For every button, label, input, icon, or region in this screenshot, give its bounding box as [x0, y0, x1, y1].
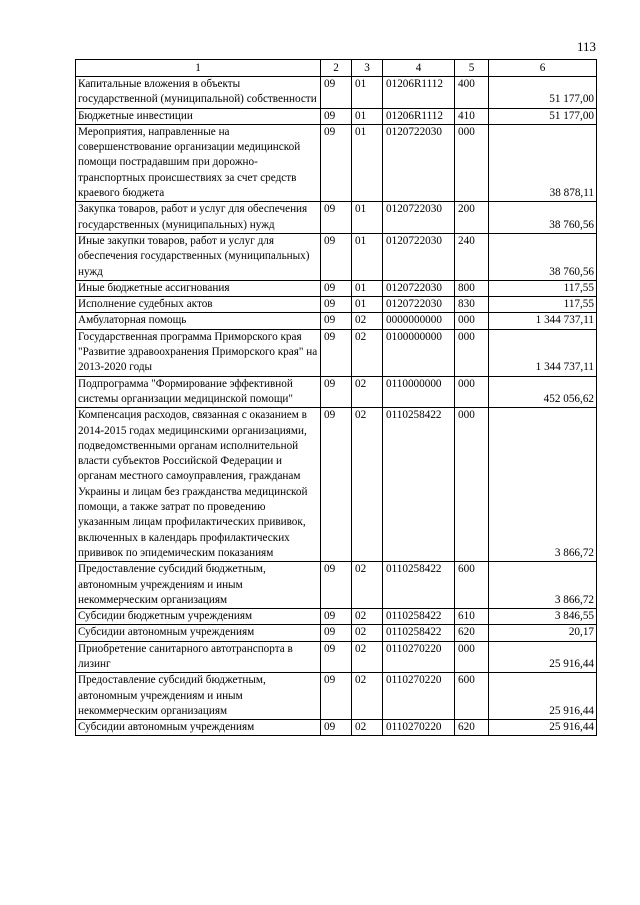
row-target-article: 0120722030 [383, 202, 455, 234]
row-section: 09 [321, 297, 352, 313]
row-section: 09 [321, 376, 352, 408]
table-row [76, 408, 597, 562]
row-name: Исполнение судебных актов [76, 297, 321, 313]
table-body [76, 77, 597, 736]
row-name: Предоставление субсидий бюджетным, автономным учреждениям и иным некоммерческим организациям [76, 562, 321, 609]
header-cell: 1 [76, 60, 321, 77]
table-row [76, 673, 597, 720]
row-target-article: 01206R1112 [383, 108, 455, 124]
table-row [76, 609, 597, 625]
row-amount: 51 177,00 [489, 77, 597, 109]
row-name: Иные закупки товаров, работ и услуг для обеспечения государственных (муниципальных) нужд [76, 233, 321, 280]
row-amount: 25 916,44 [489, 673, 597, 720]
row-target-article: 0100000000 [383, 329, 455, 376]
row-amount: 3 846,55 [489, 609, 597, 625]
row-expense-type: 000 [455, 408, 489, 562]
row-target-article: 0120722030 [383, 233, 455, 280]
row-target-article: 0110258422 [383, 609, 455, 625]
row-subsection: 01 [352, 202, 383, 234]
row-expense-type: 410 [455, 108, 489, 124]
row-amount: 20,17 [489, 625, 597, 641]
header-row [76, 60, 597, 77]
row-section: 09 [321, 124, 352, 201]
row-name: Мероприятия, направленные на совершенствование организации медицинской помощи пострадавшим при дорожно-транспортных происшествиях за счет средств краевого бюджета [76, 124, 321, 201]
row-amount: 1 344 737,11 [489, 313, 597, 329]
row-expense-type: 600 [455, 562, 489, 609]
header-cell: 2 [321, 60, 352, 77]
row-subsection: 01 [352, 297, 383, 313]
row-expense-type: 620 [455, 625, 489, 641]
row-section: 09 [321, 641, 352, 673]
row-section: 09 [321, 562, 352, 609]
row-amount: 51 177,00 [489, 108, 597, 124]
row-subsection: 02 [352, 408, 383, 562]
row-name: Государственная программа Приморского края "Развитие здравоохранения Приморского края" на 2013-2020 годы [76, 329, 321, 376]
row-target-article: 0110000000 [383, 376, 455, 408]
table-row [76, 641, 597, 673]
row-subsection: 02 [352, 641, 383, 673]
row-expense-type: 620 [455, 720, 489, 736]
budget-table [75, 59, 597, 736]
table-row [76, 233, 597, 280]
row-subsection: 01 [352, 233, 383, 280]
row-section: 09 [321, 202, 352, 234]
row-amount: 3 866,72 [489, 408, 597, 562]
row-expense-type: 000 [455, 313, 489, 329]
row-target-article: 0110258422 [383, 562, 455, 609]
row-target-article: 0110270220 [383, 641, 455, 673]
row-section: 09 [321, 625, 352, 641]
row-target-article: 01206R1112 [383, 77, 455, 109]
row-expense-type: 000 [455, 329, 489, 376]
row-target-article: 0120722030 [383, 297, 455, 313]
header-cell: 5 [455, 60, 489, 77]
row-section: 09 [321, 77, 352, 109]
header-cell: 3 [352, 60, 383, 77]
row-expense-type: 200 [455, 202, 489, 234]
row-amount: 38 760,56 [489, 202, 597, 234]
row-section: 09 [321, 720, 352, 736]
row-target-article: 0000000000 [383, 313, 455, 329]
row-subsection: 02 [352, 376, 383, 408]
row-expense-type: 800 [455, 280, 489, 296]
row-amount: 117,55 [489, 297, 597, 313]
row-name: Амбулаторная помощь [76, 313, 321, 329]
row-section: 09 [321, 313, 352, 329]
row-name: Закупка товаров, работ и услуг для обеспечения государственных (муниципальных) нужд [76, 202, 321, 234]
row-expense-type: 240 [455, 233, 489, 280]
row-expense-type: 400 [455, 77, 489, 109]
row-subsection: 01 [352, 108, 383, 124]
row-name: Иные бюджетные ассигнования [76, 280, 321, 296]
row-target-article: 0110258422 [383, 625, 455, 641]
table-row [76, 625, 597, 641]
row-name: Субсидии бюджетным учреждениям [76, 609, 321, 625]
row-section: 09 [321, 329, 352, 376]
row-subsection: 02 [352, 562, 383, 609]
row-subsection: 01 [352, 124, 383, 201]
row-expense-type: 830 [455, 297, 489, 313]
table-row [76, 77, 597, 109]
row-section: 09 [321, 280, 352, 296]
row-amount: 25 916,44 [489, 720, 597, 736]
row-subsection: 02 [352, 673, 383, 720]
row-section: 09 [321, 408, 352, 562]
row-amount: 1 344 737,11 [489, 329, 597, 376]
row-section: 09 [321, 108, 352, 124]
row-name: Приобретение санитарного автотранспорта в лизинг [76, 641, 321, 673]
page-number: 113 [576, 39, 596, 54]
row-target-article: 0110258422 [383, 408, 455, 562]
row-expense-type: 000 [455, 641, 489, 673]
row-subsection: 02 [352, 329, 383, 376]
row-target-article: 0120722030 [383, 280, 455, 296]
row-name: Субсидии автономным учреждениям [76, 625, 321, 641]
row-subsection: 02 [352, 609, 383, 625]
row-name: Предоставление субсидий бюджетным, автономным учреждениям и иным некоммерческим организациям [76, 673, 321, 720]
row-amount: 3 866,72 [489, 562, 597, 609]
row-section: 09 [321, 233, 352, 280]
row-name: Капитальные вложения в объекты государственной (муниципальной) собственности [76, 77, 321, 109]
row-amount: 38 878,11 [489, 124, 597, 201]
row-subsection: 01 [352, 77, 383, 109]
row-name: Бюджетные инвестиции [76, 108, 321, 124]
row-target-article: 0110270220 [383, 673, 455, 720]
table-row [76, 562, 597, 609]
table-row [76, 280, 597, 296]
table-row [76, 376, 597, 408]
row-amount: 25 916,44 [489, 641, 597, 673]
header-cell: 6 [489, 60, 597, 77]
row-section: 09 [321, 673, 352, 720]
row-amount: 117,55 [489, 280, 597, 296]
row-subsection: 01 [352, 280, 383, 296]
row-target-article: 0110270220 [383, 720, 455, 736]
table-row [76, 124, 597, 201]
row-name: Субсидии автономным учреждениям [76, 720, 321, 736]
row-expense-type: 000 [455, 124, 489, 201]
row-amount: 452 056,62 [489, 376, 597, 408]
table-row [76, 108, 597, 124]
row-expense-type: 610 [455, 609, 489, 625]
row-name: Подпрограмма "Формирование эффективной системы организации медицинской помощи" [76, 376, 321, 408]
table-row [76, 297, 597, 313]
row-subsection: 02 [352, 625, 383, 641]
row-section: 09 [321, 609, 352, 625]
table-row [76, 202, 597, 234]
row-expense-type: 000 [455, 376, 489, 408]
table-row [76, 720, 597, 736]
row-name: Компенсация расходов, связанная с оказанием в 2014-2015 годах медицинскими организациями, подведомственными органам исполнительной власти субъектов Российской Федерации и органам местного самоуправления, гражданам Украины и лицам без гражданства медицинской помощи, а также затрат по проведению указанным лицам профилактических прививок, включенных в календарь профилактических прививок по эпидемическим показаниям [76, 408, 321, 562]
row-expense-type: 600 [455, 673, 489, 720]
row-subsection: 02 [352, 720, 383, 736]
row-subsection: 02 [352, 313, 383, 329]
row-target-article: 0120722030 [383, 124, 455, 201]
header-cell: 4 [383, 60, 455, 77]
table-row [76, 329, 597, 376]
row-amount: 38 760,56 [489, 233, 597, 280]
table-row [76, 313, 597, 329]
